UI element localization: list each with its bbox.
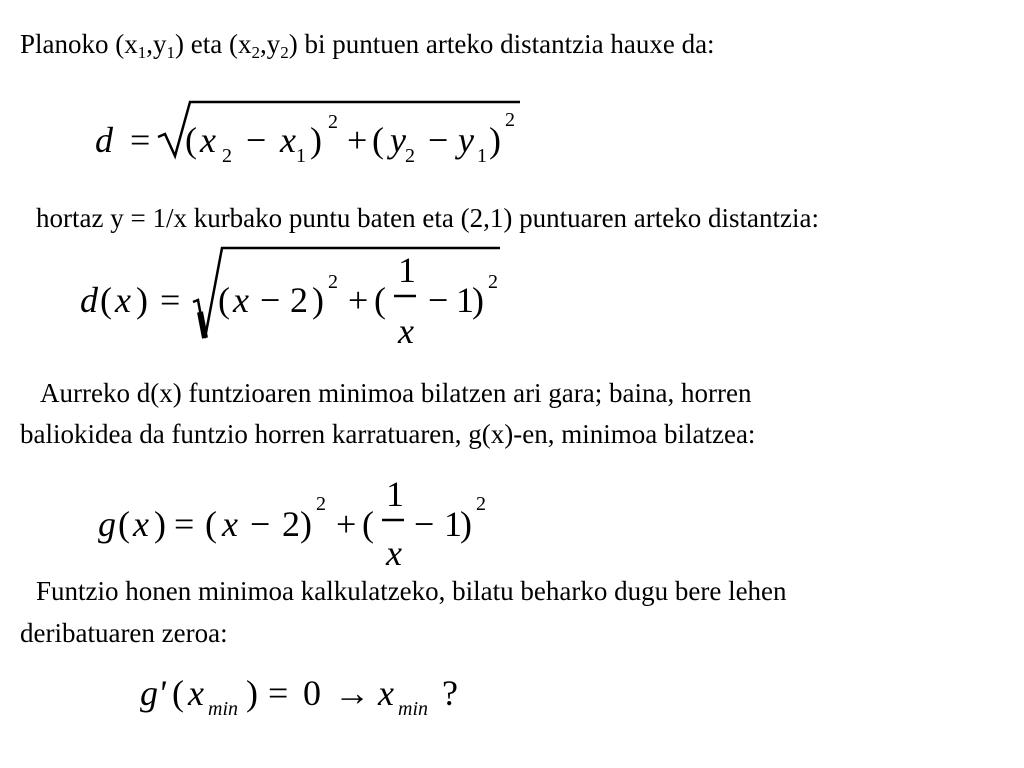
formula-paren: ( xyxy=(118,504,130,544)
formula-paren: ) xyxy=(246,673,258,713)
formula-number: 2 xyxy=(282,504,300,544)
intro-text xyxy=(20,28,715,60)
formula-exponent: 2 xyxy=(316,493,326,515)
formula-numerator: 1 xyxy=(386,474,404,514)
formula-operator: + xyxy=(336,504,357,544)
formula-operator: − xyxy=(414,504,435,544)
formula-paren: ) xyxy=(154,504,166,544)
formula-symbol: d xyxy=(95,120,113,160)
formula-paren: ) xyxy=(312,280,324,320)
arrow-icon: → xyxy=(334,673,370,713)
formula-operator: − xyxy=(260,280,281,320)
formula-paren: ( xyxy=(374,280,386,320)
formula-paren: ) xyxy=(472,280,484,320)
formula-symbol: g xyxy=(98,504,116,544)
intro-part: ) eta (x xyxy=(175,29,252,59)
formula-operator: = xyxy=(174,504,195,544)
formula-operator: = xyxy=(130,120,151,160)
formula-operator: − xyxy=(428,120,449,160)
formula-paren: ( xyxy=(218,280,230,320)
formula-subscript: min xyxy=(398,698,428,720)
formula-number: 0 xyxy=(303,673,321,713)
formula-paren: ( xyxy=(205,504,217,544)
intro-part: ) bi puntuen arteko distantzia hauxe da: xyxy=(288,29,715,59)
formula-paren: ( xyxy=(362,504,374,544)
formula-symbol: x xyxy=(200,120,216,160)
d-of-x-formula xyxy=(0,240,1024,355)
formula-subscript: 2 xyxy=(405,145,415,167)
formula-symbol: x xyxy=(222,504,238,544)
formula-symbol: g' xyxy=(140,673,166,713)
formula-exponent: 2 xyxy=(328,111,338,133)
formula-operator: − xyxy=(428,280,449,320)
formula-paren: ( xyxy=(372,120,384,160)
subscript: 1 xyxy=(166,43,175,62)
formula-subscript: 1 xyxy=(296,145,306,167)
formula-symbol: d xyxy=(80,280,98,320)
formula-exponent: 2 xyxy=(328,271,338,293)
paragraph-minimum-line2: baliokidea da funtzio horren karratuaren, g(x)-en, minimoa bilatzea: xyxy=(20,419,756,449)
formula-subscript: 1 xyxy=(477,145,487,167)
formula-symbol: x xyxy=(133,504,149,544)
formula-operator: − xyxy=(246,120,267,160)
subscript: 2 xyxy=(280,43,289,62)
formula-paren: ) xyxy=(136,280,148,320)
formula-operator: + xyxy=(347,120,368,160)
derivative-zero-formula xyxy=(0,665,1024,735)
formula-question-mark: ? xyxy=(442,673,458,713)
formula-symbol: x xyxy=(115,280,131,320)
subscript: 2 xyxy=(251,43,260,62)
intro-part: ,y xyxy=(259,29,281,59)
g-of-x-formula xyxy=(0,470,1024,575)
formula-numerator: 1 xyxy=(398,250,416,290)
formula-denominator: x xyxy=(386,533,402,573)
paragraph-derivative-line2: deribatuaren zeroa: xyxy=(20,618,228,648)
formula-exponent: 2 xyxy=(476,493,486,515)
paragraph-derivative-line1: Funtzio honen minimoa kalkulatzeko, bilatu beharko dugu bere lehen xyxy=(36,576,787,606)
formula-symbol: y xyxy=(390,120,406,160)
intro-part: ,y xyxy=(146,29,167,59)
formula-symbol: x xyxy=(233,280,249,320)
formula-subscript: min xyxy=(208,698,238,720)
formula-symbol: x xyxy=(378,673,394,713)
formula-number: 1 xyxy=(456,280,474,320)
formula-number: 1 xyxy=(444,504,462,544)
paragraph-minimum-line1: Aurreko d(x) funtzioaren minimoa bilatzen ari gara; baina, horren xyxy=(40,378,752,408)
formula-paren: ( xyxy=(185,120,197,160)
distance-formula xyxy=(0,90,1024,180)
formula-symbol: x xyxy=(188,673,204,713)
formula-operator: = xyxy=(268,673,289,713)
formula-symbol: y xyxy=(458,120,474,160)
formula-subscript: 2 xyxy=(222,145,232,167)
formula-number: 2 xyxy=(290,280,308,320)
formula-exponent: 2 xyxy=(488,271,498,293)
formula-symbol: x xyxy=(280,120,296,160)
subscript: 1 xyxy=(137,43,147,62)
paragraph-curve-distance: hortaz y = 1/x kurbako puntu baten eta (2,1) puntuaren arteko distantzia: xyxy=(36,203,819,233)
intro-part: Planoko (x xyxy=(20,29,138,59)
formula-paren: ( xyxy=(172,673,184,713)
formula-paren: ) xyxy=(460,504,472,544)
formula-operator: − xyxy=(250,504,271,544)
formula-operator: + xyxy=(348,280,369,320)
formula-paren: ) xyxy=(489,120,501,160)
formula-exponent: 2 xyxy=(505,109,515,131)
formula-denominator: x xyxy=(398,311,414,351)
formula-paren: ) xyxy=(300,504,312,544)
formula-paren: ) xyxy=(310,120,322,160)
formula-paren: ( xyxy=(100,280,112,320)
formula-operator: = xyxy=(160,280,181,320)
sqrt-sign-thick xyxy=(200,312,205,338)
